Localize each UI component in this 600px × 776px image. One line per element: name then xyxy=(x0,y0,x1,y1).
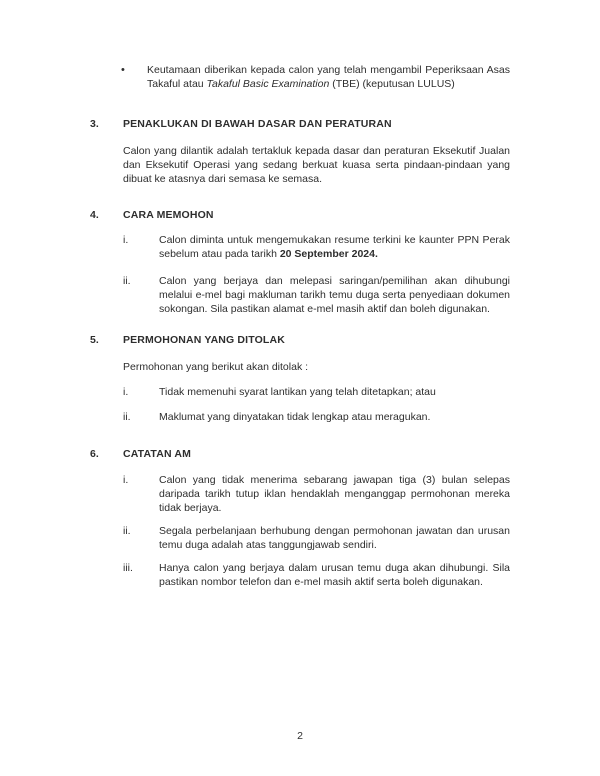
section-paragraph: Calon yang dilantik adalah tertakluk kepada dasar dan peraturan Eksekutif Jualan dan Eksekutif Operasi yang sedang berkuat kuasa serta pindaan-pindaan yang dibuat ke atasnya dari semasa ke semasa. xyxy=(123,145,510,185)
section-title: PERMOHONAN YANG DITOLAK xyxy=(123,334,285,346)
section-heading xyxy=(90,208,510,222)
list-item xyxy=(123,524,510,552)
list-item-text: Hanya calon yang berjaya dalam urusan temu duga akan dihubungi. Sila pastikan nombor telefon dan e-mel masih aktif serta boleh digunakan. xyxy=(159,562,510,588)
section-number: 6. xyxy=(90,448,99,460)
list-item-label: i. xyxy=(123,386,129,398)
list-item-label: i. xyxy=(123,474,129,486)
list-item-label: ii. xyxy=(123,275,131,287)
section-cara-memohon xyxy=(90,208,510,316)
list-item-label: ii. xyxy=(123,411,131,423)
list-item-text-pre: Calon diminta untuk mengemukakan resume terkini ke kaunter PPN Perak sebelum atau pada tarikh xyxy=(159,234,510,260)
list-item-label: i. xyxy=(123,234,129,246)
bullet-text-post: (TBE) (keputusan LULUS) xyxy=(329,78,455,90)
list-item xyxy=(123,385,510,399)
section-heading xyxy=(90,333,510,347)
list-item-text: Calon yang tidak menerima sebarang jawapan tiga (3) bulan selepas daripada tarikh tutup iklan hendaklah menganggap permohonan mereka tidak berjaya. xyxy=(159,474,510,514)
list-item-text xyxy=(159,233,510,261)
list-item-text: Maklumat yang dinyatakan tidak lengkap atau meragukan. xyxy=(159,411,431,423)
list-item xyxy=(123,274,510,316)
bullet-item xyxy=(121,63,510,91)
list-item xyxy=(123,473,510,515)
list-item xyxy=(123,233,510,261)
list-item xyxy=(123,410,510,424)
section-heading xyxy=(90,117,510,131)
section-intro: Permohonan yang berikut akan ditolak : xyxy=(123,361,309,373)
page-number: 2 xyxy=(297,730,303,742)
list-item-text: Calon yang berjaya dan melepasi saringan/pemilihan akan dihubungi melalui e-mel bagi makluman tarikh temu duga serta penyediaan dokumen sokongan. Sila pastikan alamat e-mel masih aktif dan boleh digunakan. xyxy=(159,275,510,315)
section-permohonan-ditolak xyxy=(90,333,510,424)
list-item-label: ii. xyxy=(123,525,131,537)
section-penaklukan xyxy=(90,117,510,186)
deadline-date: 20 September 2024. xyxy=(279,248,378,260)
section-catatan-am xyxy=(90,447,510,589)
list-item-text: Segala perbelanjaan berhubung dengan permohonan jawatan dan urusan temu duga adalah atas tanggungjawab sendiri. xyxy=(159,525,510,551)
bullet-icon: • xyxy=(121,64,125,76)
bullet-text xyxy=(147,63,510,91)
list-item-text: Tidak memenuhi syarat lantikan yang telah ditetapkan; atau xyxy=(159,386,436,398)
section-title: CARA MEMOHON xyxy=(123,209,214,221)
list-item xyxy=(123,561,510,589)
bullet-text-italic: Takaful Basic Examination xyxy=(206,78,330,90)
list-item-label: iii. xyxy=(123,562,133,574)
section-title: PENAKLUKAN DI BAWAH DASAR DAN PERATURAN xyxy=(123,118,392,130)
bullet-text-pre: Keutamaan diberikan kepada calon yang telah mengambil Peperiksaan Asas Takaful atau xyxy=(147,64,510,90)
section-number: 5. xyxy=(90,334,99,346)
section-title: CATATAN AM xyxy=(123,448,191,460)
section-heading xyxy=(90,447,510,461)
section-number: 3. xyxy=(90,118,99,130)
section-number: 4. xyxy=(90,209,99,221)
